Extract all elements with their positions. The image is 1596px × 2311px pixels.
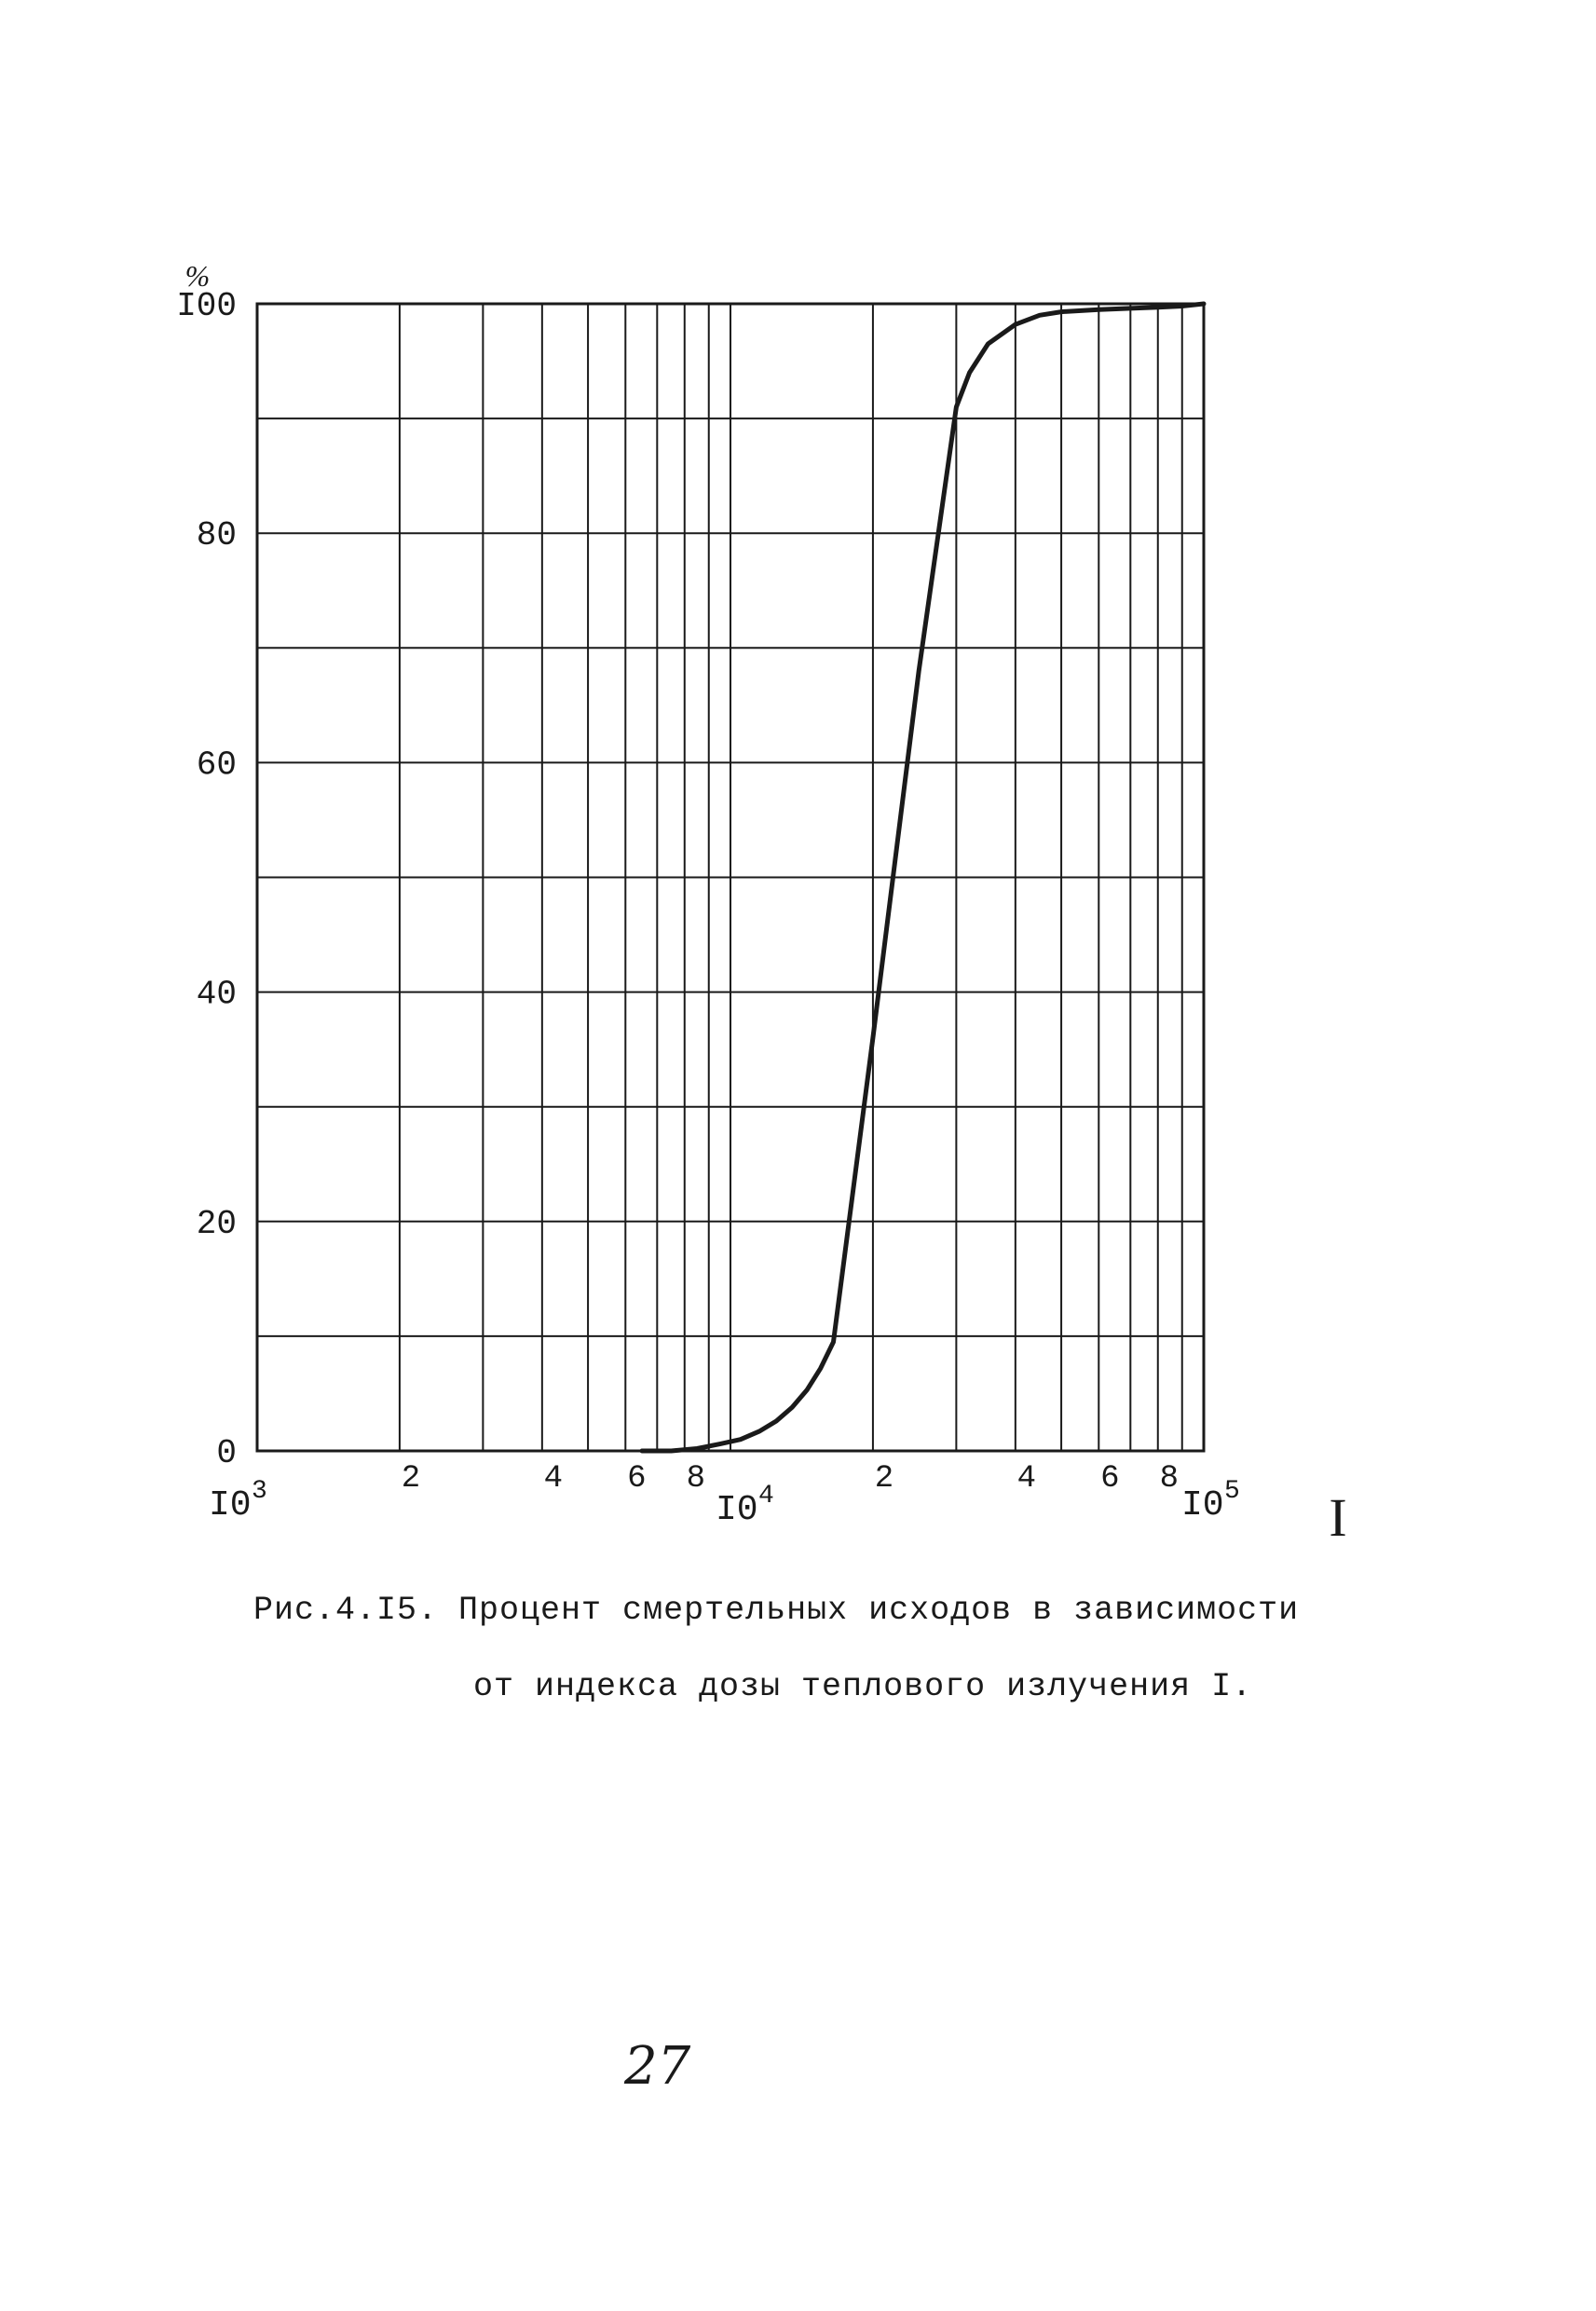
y-tick-label: 0	[216, 1434, 237, 1472]
x-axis-title: I	[1329, 1487, 1347, 1548]
x-tick-label-decade-exponent: 4	[758, 1482, 774, 1511]
x-tick-label-decade-base: I0	[209, 1485, 252, 1525]
x-tick-label-minor: 2	[874, 1461, 894, 1497]
x-tick-label-decade-exponent: 3	[252, 1477, 267, 1506]
y-tick-label: 40	[196, 975, 237, 1014]
x-tick-label-minor: 2	[401, 1461, 421, 1497]
x-tick-label-decade-base: I0	[1181, 1485, 1224, 1525]
x-tick-label-decade-base: I0	[716, 1490, 758, 1530]
x-axis-tick-labels	[209, 1461, 1240, 1530]
y-tick-label: I00	[176, 287, 237, 325]
axis-titles	[185, 259, 1347, 1548]
x-tick-label-minor: 6	[1100, 1461, 1120, 1497]
y-axis-tick-labels	[176, 287, 237, 1472]
page-number: 27	[624, 2036, 691, 2097]
x-tick-label-decade-exponent: 5	[1224, 1477, 1240, 1506]
figure-caption-line-2: от индекса дозы теплового излучения I.	[473, 1668, 1253, 1705]
y-tick-label: 60	[196, 745, 237, 785]
y-tick-label: 80	[196, 516, 237, 555]
y-axis-title: %	[184, 259, 211, 293]
grid	[257, 304, 1204, 1451]
x-tick-label-minor: 4	[1016, 1461, 1037, 1497]
x-tick-label-minor: 8	[686, 1461, 705, 1497]
y-tick-label: 20	[196, 1204, 237, 1243]
x-tick-label-minor: 6	[627, 1461, 647, 1497]
figure-caption-line-1: Рис.4.I5. Процент смертельных исходов в зависимости	[253, 1592, 1300, 1629]
x-tick-label-minor: 4	[543, 1461, 564, 1497]
x-tick-label-minor: 8	[1159, 1461, 1179, 1497]
